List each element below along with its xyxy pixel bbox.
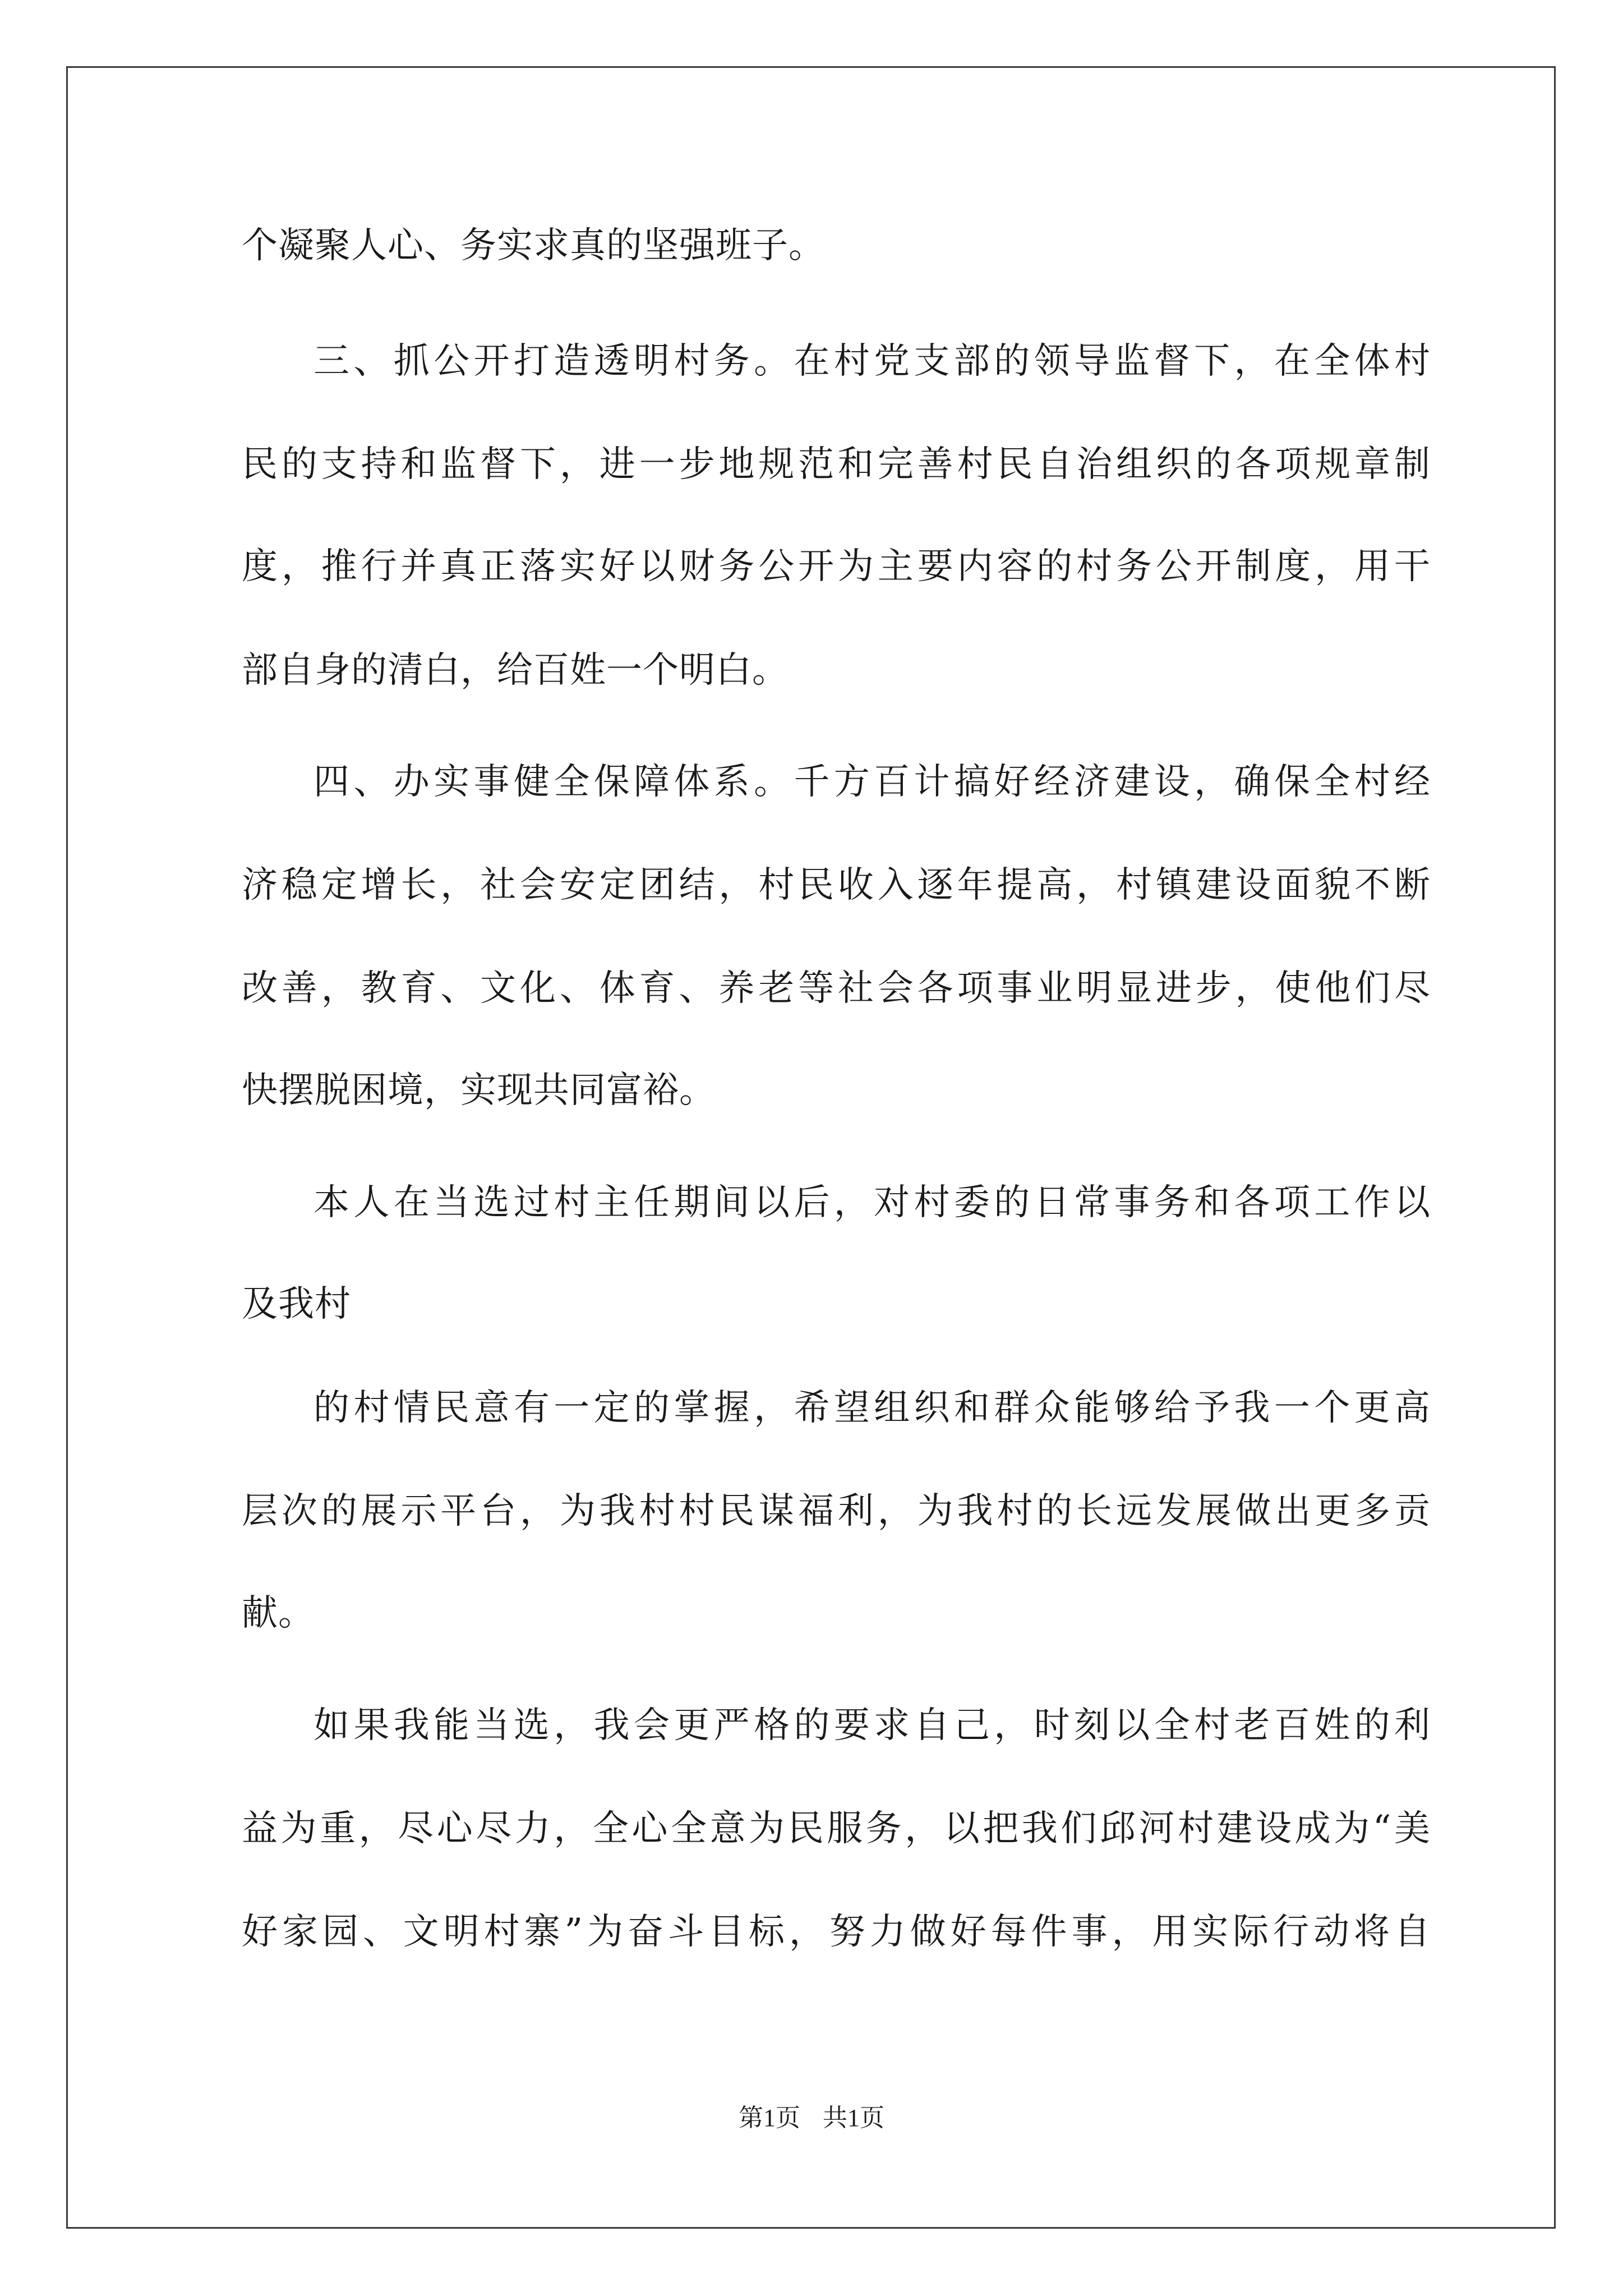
page-border [66, 66, 1556, 2229]
paragraph-line: 部自身的清白，给百姓一个明白。 [242, 650, 789, 691]
paragraph-line: 如果我能当选，我会更严格的要求自己，时刻以全村老百姓的利 [313, 1705, 1431, 1746]
page-footer [0, 2102, 1623, 2134]
paragraph-line: 度，推行并真正落实好以财务公开为主要内容的村务公开制度，用干 [242, 546, 1431, 587]
paragraph-line: 改善，教育、文化、体育、养老等社会各项事业明显进步，使他们尽 [242, 968, 1431, 1009]
paragraph-line: 三、抓公开打造透明村务。在村党支部的领导监督下，在全体村 [313, 341, 1431, 382]
page-total: 共1页 [823, 2104, 884, 2132]
paragraph-line: 个凝聚人心、务实求真的坚强班子。 [242, 225, 825, 266]
paragraph-line: 益为重，尽心尽力，全心全意为民服务，以把我们邱河村建设成为“美 [242, 1808, 1431, 1849]
paragraph-line: 献。 [242, 1593, 315, 1634]
paragraph-line: 及我村 [242, 1283, 351, 1325]
paragraph-line: 民的支持和监督下，进一步地规范和完善村民自治组织的各项规章制 [242, 444, 1431, 485]
paragraph-line: 的村情民意有一定的掌握，希望组织和群众能够给予我一个更高 [313, 1387, 1431, 1429]
paragraph-line: 快摆脱困境，实现共同富裕。 [242, 1070, 716, 1111]
paragraph-line: 层次的展示平台，为我村村民谋福利，为我村的长远发展做出更多贡 [242, 1490, 1431, 1532]
paragraph-line: 好家园、文明村寨”为奋斗目标，努力做好每件事，用实际行动将自 [242, 1911, 1431, 1953]
paragraph-line: 本人在当选过村主任期间以后，对村委的日常事务和各项工作以 [313, 1182, 1431, 1223]
paragraph-line: 济稳定增长，社会安定团结，村民收入逐年提高，村镇建设面貌不断 [242, 864, 1431, 906]
page-number: 第1页 [739, 2104, 800, 2132]
paragraph-line: 四、办实事健全保障体系。千方百计搞好经济建设，确保全村经 [313, 761, 1431, 803]
